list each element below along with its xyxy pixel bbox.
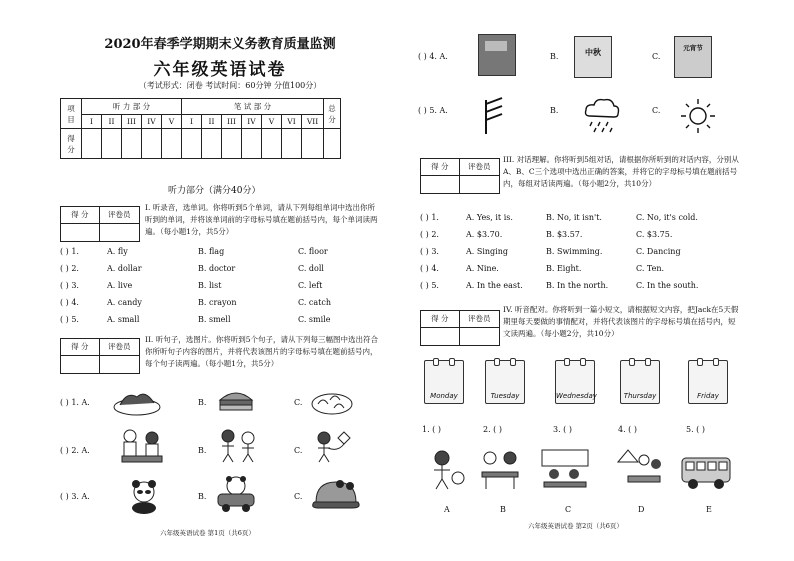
option-c: C. Dancing <box>636 247 681 256</box>
question-num: ( ) 1. <box>420 213 439 222</box>
question-num: ( ) 4. <box>60 298 79 307</box>
option-a: A. fly <box>107 247 128 256</box>
question-num: ( ) 3. <box>60 281 79 290</box>
option-c: C. Ten. <box>636 264 665 273</box>
score-label: 得 分 <box>421 159 460 175</box>
score-label: 得 分 <box>61 339 100 355</box>
option-c: C. In the south. <box>636 281 699 290</box>
score-cell[interactable] <box>202 129 222 159</box>
score-column-header: I <box>182 115 202 129</box>
exam-meta: （考试形式：闭卷 考试时间：60分钟 分值100分） <box>138 81 322 90</box>
panda-with-cap-image <box>310 476 362 514</box>
option-b: B. In the north. <box>546 281 609 290</box>
option-c: C. No, it's cold. <box>636 213 698 222</box>
listening-header: 听 力 部 分 <box>82 99 182 115</box>
section-4-instructions: IV. 听音配对。你将听到一篇小短文，请根据短文内容，把Jack在5天假期里每天要做的事情配对，并将代表该图片的字母标号填在括号内，短文读两遍。（每小题2分，共10分） <box>503 305 739 338</box>
grader-label: 评卷员 <box>108 342 131 351</box>
option-b: B. Swimming. <box>546 247 603 256</box>
kids-flying-kite-image <box>310 428 356 464</box>
option-b: B. $3.57. <box>546 230 583 239</box>
calendar-day-card <box>555 360 595 404</box>
score-table-label: 目 <box>67 114 75 124</box>
score-cell[interactable] <box>102 129 122 159</box>
question-num: ( ) 1. <box>60 247 79 256</box>
rain-cloud-icon <box>582 96 622 136</box>
question-num: ( ) 3. <box>420 247 439 256</box>
classroom-image <box>540 448 590 492</box>
option-label: B. <box>550 52 559 61</box>
option-label: C. <box>294 446 303 455</box>
option-c: C. catch <box>298 298 332 307</box>
score-column-header: II <box>102 115 122 129</box>
question-num: ( ) 1. A. <box>60 398 90 407</box>
option-label: B. <box>198 446 207 455</box>
score-cell[interactable] <box>182 129 202 159</box>
total-label: 分 <box>328 114 336 124</box>
kid-with-ball-image <box>424 448 468 492</box>
score-column-header: V <box>262 115 282 129</box>
book-title: 中秋 <box>585 47 601 57</box>
option-c: C. $3.75. <box>636 230 673 239</box>
panda-in-car-image <box>212 474 260 514</box>
grader-box <box>420 158 500 194</box>
day-label: Thursday <box>623 392 657 400</box>
exam-subtitle: 六年级英语试卷 <box>153 60 287 80</box>
book-title: 元宵节 <box>683 44 703 52</box>
option-a: A. In the east. <box>466 281 523 290</box>
score-cell[interactable] <box>282 129 302 159</box>
festival-book-b-image <box>574 36 612 78</box>
written-header: 笔 试 部 分 <box>182 99 324 115</box>
family-picnic-image <box>614 446 664 492</box>
calendar-ring-icon <box>510 358 516 366</box>
option-a: A. small <box>107 315 140 324</box>
option-label: C. <box>652 106 661 115</box>
option-label: B. <box>198 398 207 407</box>
option-b: B. smell <box>198 315 231 324</box>
calendar-day-card <box>424 360 464 404</box>
grader-label: 评卷员 <box>468 314 491 323</box>
calendar-day-card <box>688 360 728 404</box>
calendar-ring-icon <box>433 358 439 366</box>
question-num: ( ) 5. A. <box>418 106 448 115</box>
score-cell[interactable] <box>82 129 102 159</box>
option-a: A. Singing <box>466 247 509 256</box>
option-c: C. left <box>298 281 323 290</box>
grader-box <box>420 310 500 346</box>
question-num: ( ) 3. A. <box>60 492 90 501</box>
score-cell[interactable] <box>122 129 142 159</box>
calendar-ring-icon <box>564 358 570 366</box>
option-b: B. list <box>198 281 222 290</box>
question-num: ( ) 4. A. <box>418 52 448 61</box>
question-num: ( ) 2. <box>420 230 439 239</box>
listening-section-title: 听力部分（满分40分） <box>168 186 261 196</box>
score-column-header: VI <box>282 115 302 129</box>
grader-box <box>60 206 140 242</box>
score-row-label: 得 <box>67 133 75 143</box>
picture-letter: E <box>706 505 712 514</box>
option-b: B. No, it isn't. <box>546 213 602 222</box>
score-column-header: I <box>82 115 102 129</box>
answer-blank[interactable]: 4. ( ) <box>618 425 637 434</box>
dumplings-image <box>310 386 354 416</box>
score-cell[interactable] <box>222 129 242 159</box>
score-column-header: II <box>202 115 222 129</box>
question-num: ( ) 2. A. <box>60 446 90 455</box>
calendar-ring-icon <box>713 358 719 366</box>
option-c: C. doll <box>298 264 324 273</box>
option-b: B. Eight. <box>546 264 582 273</box>
score-cell[interactable] <box>242 129 262 159</box>
calendar-ring-icon <box>494 358 500 366</box>
answer-blank[interactable]: 1. ( ) <box>422 425 441 434</box>
page-footer-right: 六年级英语试卷 第2页（共6页） <box>528 522 623 530</box>
answer-blank[interactable]: 2. ( ) <box>483 425 502 434</box>
option-label: C. <box>294 492 303 501</box>
question-num: ( ) 5. <box>60 315 79 324</box>
score-cell[interactable] <box>142 129 162 159</box>
score-label: 得 分 <box>421 311 460 327</box>
day-label: Monday <box>430 392 458 400</box>
picture-letter: C <box>565 505 572 514</box>
score-column-header: IV <box>242 115 262 129</box>
sun-icon <box>678 96 718 136</box>
option-a: A. dollar <box>107 264 142 273</box>
score-cell[interactable] <box>302 129 324 159</box>
option-a: A. $3.70. <box>466 230 503 239</box>
day-label: Friday <box>697 392 719 400</box>
grader-label: 评卷员 <box>108 210 131 219</box>
calendar-ring-icon <box>645 358 651 366</box>
option-label: B. <box>198 492 207 501</box>
section-2-instructions: II. 听句子，选图片。你将听到5个句子，请从下列每三幅图中选出符合你所听句子内容的图片，并将代表该图片的字母标号填在题前括号内，每个句子读两遍。（每小题1分，共5分） <box>145 335 378 368</box>
option-a: A. Nine. <box>466 264 499 273</box>
answer-blank[interactable]: 3. ( ) <box>553 425 572 434</box>
kids-cooking-image <box>118 428 166 464</box>
calendar-day-card <box>620 360 660 404</box>
question-num: ( ) 4. <box>420 264 439 273</box>
day-label: Tuesday <box>490 392 520 400</box>
food-plate-image <box>112 385 162 417</box>
calendar-ring-icon <box>629 358 635 366</box>
picture-letter: A <box>444 505 450 514</box>
score-table-label: 项 <box>67 103 75 113</box>
option-label: B. <box>550 106 559 115</box>
score-column-header: IV <box>142 115 162 129</box>
score-table <box>60 98 341 159</box>
grader-box <box>60 338 140 374</box>
score-cell[interactable] <box>262 129 282 159</box>
option-label: C. <box>294 398 303 407</box>
question-num: ( ) 5. <box>420 281 439 290</box>
page-footer-left: 六年级英语试卷 第1页（共6页） <box>160 529 255 537</box>
question-num: ( ) 2. <box>60 264 79 273</box>
option-b: B. doctor <box>198 264 236 273</box>
option-a: A. live <box>107 281 133 290</box>
day-label: Wednesday <box>556 392 597 400</box>
grader-label: 评卷员 <box>468 162 491 171</box>
festival-book-c-image <box>674 36 712 78</box>
picture-letter: D <box>638 505 645 514</box>
total-score-cell[interactable] <box>324 129 341 159</box>
kids-playing-image <box>216 428 262 464</box>
bus-image <box>680 452 734 492</box>
answer-blank[interactable]: 5. ( ) <box>686 425 705 434</box>
calendar-ring-icon <box>449 358 455 366</box>
section-3-instructions: III. 对话理解。你将听到5组对话，请根据你所听到的对话内容，分别从A、B、C三个选项中选出正确的答案，并将它的字母标号填在题前括号内，每组对话读两遍。（每小题2分，共10分） <box>503 155 739 188</box>
sandwich-image <box>216 386 256 416</box>
score-column-header: III <box>122 115 142 129</box>
option-c: C. floor <box>298 247 328 256</box>
calendar-ring-icon <box>580 358 586 366</box>
exam-title: 2020年春季学期期末义务教育质量监测 <box>104 37 336 52</box>
score-cell[interactable] <box>162 129 182 159</box>
wind-icon <box>482 96 506 136</box>
calendar-day-card <box>485 360 525 404</box>
score-column-header: VII <box>302 115 324 129</box>
picture-letter: B <box>500 505 506 514</box>
option-b: B. flag <box>198 247 225 256</box>
option-b: B. crayon <box>198 298 237 307</box>
score-label: 得 分 <box>61 207 100 223</box>
panda-image <box>124 478 164 514</box>
festival-book-a-image <box>478 34 516 76</box>
total-label: 总 <box>328 103 336 113</box>
option-a: A. candy <box>107 298 142 307</box>
score-column-header: III <box>222 115 242 129</box>
score-row-label: 分 <box>67 144 75 154</box>
option-label: C. <box>652 52 661 61</box>
score-column-header: V <box>162 115 182 129</box>
option-c: C. smile <box>298 315 331 324</box>
calendar-ring-icon <box>697 358 703 366</box>
kids-at-table-image <box>478 448 522 492</box>
option-a: A. Yes, it is. <box>466 213 513 222</box>
section-1-instructions: I. 听录音，选单词。你将听到5个单词，请从下列每组单词中选出你所听到的单词，并将该单词前的字母标号填在题前括号内，每个单词读两遍。（每小题1分，共5分） <box>145 203 378 236</box>
